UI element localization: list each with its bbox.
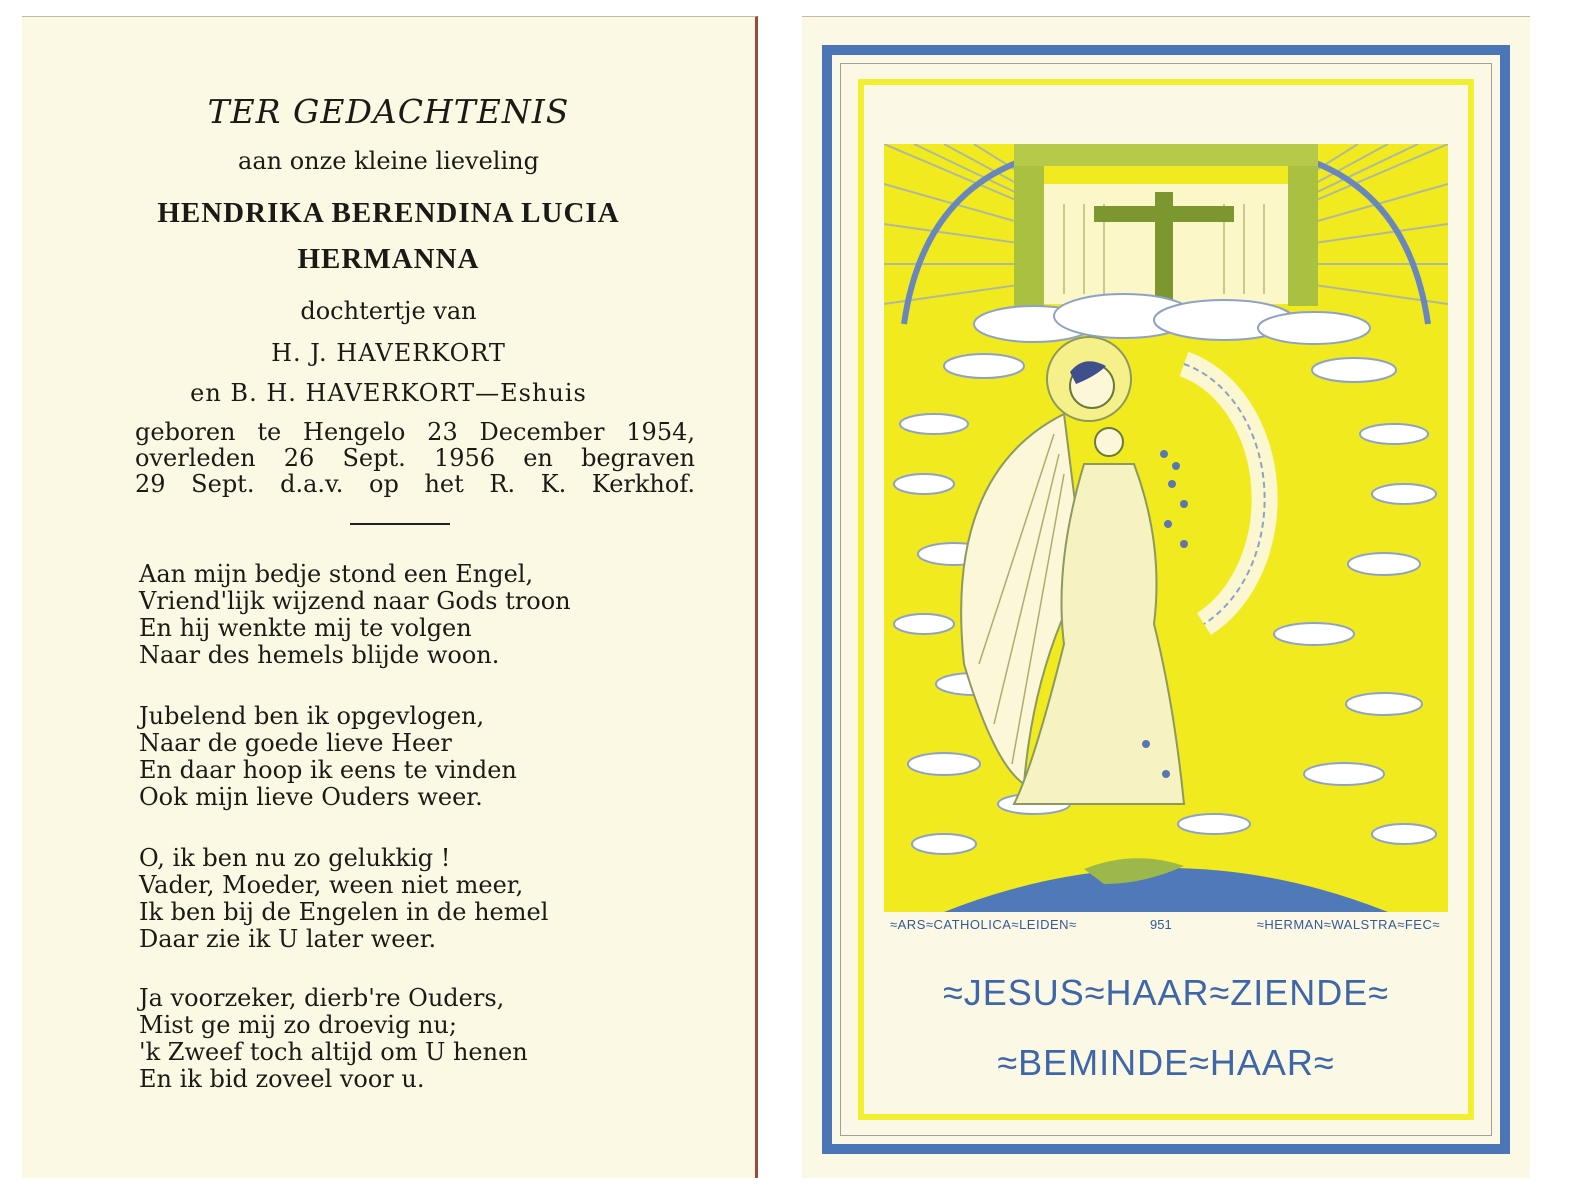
poem-line: Naar de goede lieve Heer: [139, 729, 452, 757]
angel-illustration: [884, 144, 1448, 912]
deceased-name-line1: HENDRIKA BERENDINA LUCIA: [157, 197, 620, 229]
deceased-name-line2: HERMANNA: [297, 243, 480, 275]
parent-father: H. J. HAVERKORT: [271, 339, 506, 367]
poem-line: Ik ben bij de Engelen in de hemel: [139, 898, 549, 926]
illustration-credits: [884, 915, 1448, 937]
parent-mother: en B. H. HAVERKORT—Eshuis: [190, 379, 587, 407]
print-number: 951: [1150, 917, 1172, 932]
card-title: TER GEDACHTENIS: [207, 92, 570, 131]
poem-stanza-4: [139, 985, 679, 1093]
date-line: 29 Sept. d.a.v. op het R. K. Kerkhof.: [135, 470, 695, 498]
card-subtitle: aan onze kleine lieveling: [238, 147, 539, 175]
poem-line: Naar des hemels blijde woon.: [139, 641, 500, 669]
memorial-card-text-side: [22, 16, 758, 1178]
poem-line: Ook mijn lieve Ouders weer.: [139, 783, 483, 811]
poem-line: Jubelend ben ik opgevlogen,: [139, 702, 485, 730]
poem-line: Daar zie ik U later weer.: [139, 925, 437, 953]
poem-line: Mist ge mij zo droevig nu;: [139, 1011, 457, 1039]
poem-stanza-1: [139, 561, 679, 669]
relation-text: dochtertje van: [300, 297, 477, 325]
poem-line: Ja voorzeker, dierb're Ouders,: [139, 984, 505, 1012]
memorial-card-image-side: [802, 16, 1530, 1178]
poem-stanza-3: [139, 845, 679, 953]
life-dates: [135, 419, 695, 497]
poem-line: 'k Zweef toch altijd om U henen: [139, 1038, 528, 1066]
motto-line-1: ≈JESUS≈HAAR≈ZIENDE≈: [942, 972, 1390, 1013]
poem-line: Vader, Moeder, ween niet meer,: [139, 871, 524, 899]
poem-line: Aan mijn bedje stond een Engel,: [139, 560, 534, 588]
poem-line: En ik bid zoveel voor u.: [139, 1065, 425, 1093]
angel-with-child-icon: [884, 144, 1448, 912]
poem-line: O, ik ben nu zo gelukkig !: [139, 844, 451, 872]
date-line: overleden 26 Sept. 1956 en begraven: [135, 444, 695, 472]
artist-credit: ≈HERMAN≈WALSTRA≈FEC≈: [1256, 917, 1440, 932]
date-line: geboren te Hengelo 23 December 1954,: [135, 418, 695, 446]
publisher-credit: ≈ARS≈CATHOLICA≈LEIDEN≈: [890, 917, 1077, 932]
poem-line: En hij wenkte mij te volgen: [139, 614, 472, 642]
poem-line: En daar hoop ik eens te vinden: [139, 756, 517, 784]
poem-stanza-2: [139, 703, 679, 811]
divider-rule: [350, 523, 450, 525]
motto-line-2: ≈BEMINDE≈HAAR≈: [997, 1042, 1335, 1083]
poem-line: Vriend'lijk wijzend naar Gods troon: [139, 587, 571, 615]
